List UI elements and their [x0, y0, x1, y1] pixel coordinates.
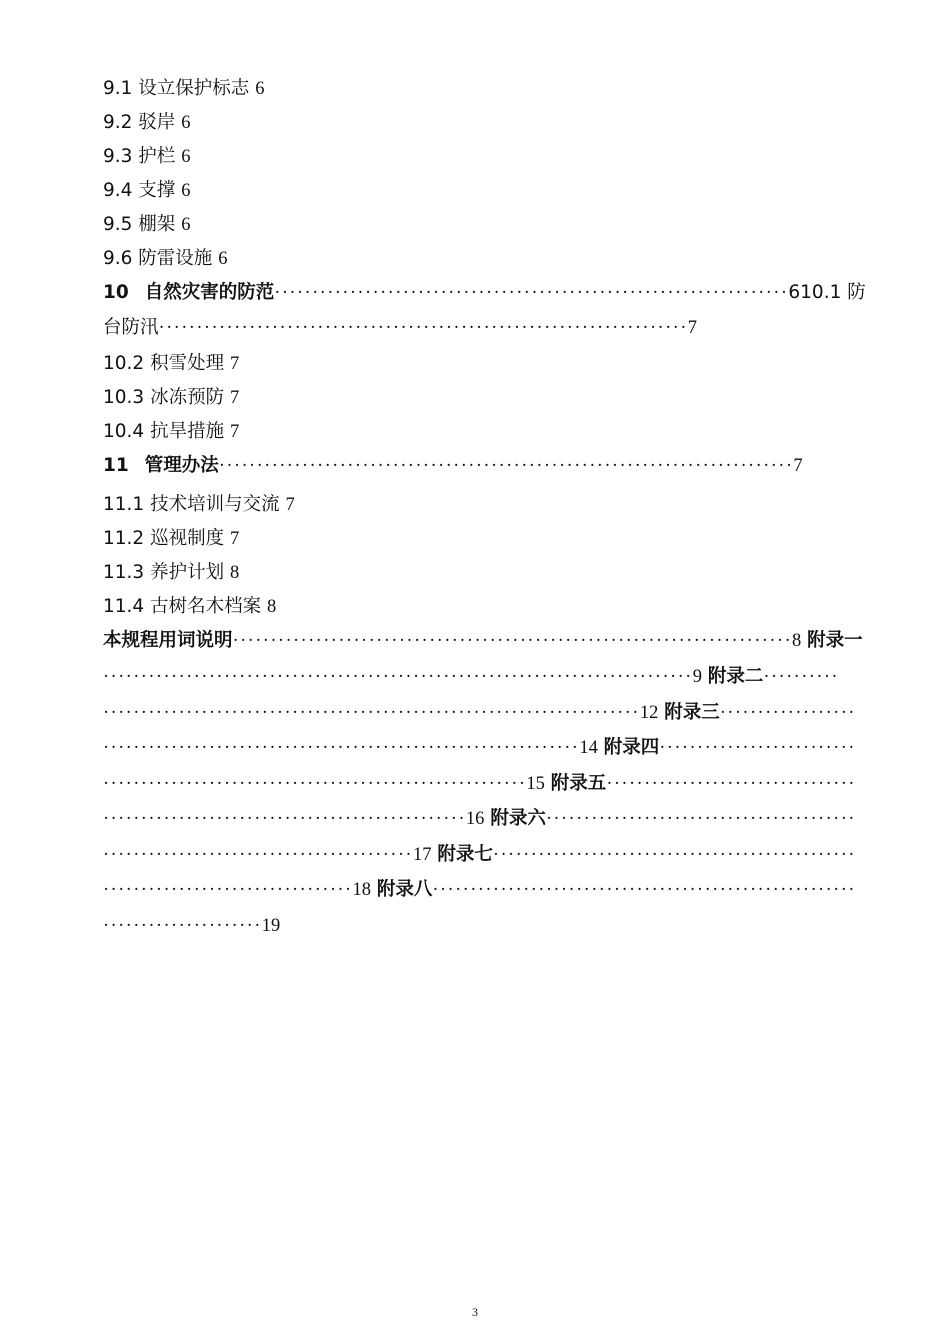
toc-page: 8 [792, 631, 802, 651]
toc-page: 7 [793, 456, 803, 476]
toc-label: 11.2 巡视制度 [103, 528, 225, 549]
toc-appendix-title: 附录三 [664, 702, 720, 723]
toc-page: 6 [181, 181, 191, 201]
toc-label: 11.4 古树名木档案 [103, 596, 262, 617]
toc-page: 6 [181, 215, 191, 235]
toc-label: 9.3 护栏 [103, 146, 176, 167]
toc-page: 7 [285, 495, 295, 515]
dot-leader: ······································································ [158, 318, 688, 338]
toc-label: 9.2 驳岸 [103, 112, 176, 133]
toc-page: 17 [413, 845, 432, 865]
dot-leader: ·········································································· [232, 631, 793, 651]
toc-page: 7 [687, 318, 698, 338]
toc-entry-10-4[interactable] [103, 417, 873, 447]
toc-appendix-title: 附录八 [376, 879, 433, 900]
toc-appendix-title: 附录一 [807, 630, 863, 651]
dot-leader: ································· [606, 774, 856, 794]
toc-entry-11-1[interactable] [103, 490, 873, 520]
toc-appendix-line-3[interactable] [103, 733, 873, 763]
toc-label: 10.3 冰冻预防 [103, 387, 225, 408]
toc-page: 14 [579, 738, 598, 758]
toc-entry-9-4[interactable] [103, 176, 873, 206]
toc-page: 610.1 防 [788, 282, 866, 303]
toc-page: 7 [229, 529, 240, 549]
dot-leader: ········································· [545, 809, 856, 829]
toc-entry-11-2[interactable] [103, 524, 873, 554]
toc-entry-10-3[interactable] [103, 383, 873, 413]
toc-heading-10[interactable] [103, 278, 873, 308]
toc-appendix-line-8[interactable] [103, 911, 873, 941]
dot-leader: ························································ [432, 880, 856, 900]
dot-leader: ····················· [103, 916, 262, 936]
toc-page: 6 [218, 249, 228, 269]
toc-heading-title: 管理办法 [144, 455, 219, 476]
toc-entry-9-5[interactable] [103, 210, 873, 240]
dot-leader: ················································ [492, 845, 856, 865]
toc-page: 16 [465, 809, 485, 829]
toc-page: 7 [229, 388, 240, 408]
toc-heading-terms[interactable] [103, 626, 873, 656]
toc-page: 7 [229, 422, 240, 442]
toc-appendix-title: 附录四 [603, 737, 660, 758]
toc-heading-title: 自然灾害的防范 [144, 282, 275, 303]
toc-heading-title: 本规程用词说明 [103, 630, 233, 651]
toc-entry-10-1-continued[interactable] [103, 313, 873, 343]
dot-leader: ································· [103, 880, 353, 900]
toc-page: 12 [639, 703, 659, 723]
toc-entry-9-6[interactable] [103, 244, 873, 274]
dot-leader: ·········· [763, 667, 839, 687]
toc-entry-9-3[interactable] [103, 142, 873, 172]
page-number: 3 [472, 1305, 478, 1319]
toc-appendix-line-6[interactable] [103, 840, 873, 870]
toc-page: 8 [229, 563, 240, 583]
toc-entry-11-4[interactable] [103, 592, 873, 622]
toc-label: 11.1 技术培训与交流 [103, 494, 280, 515]
toc-page: 6 [181, 147, 191, 167]
toc-entry-10-2[interactable] [103, 349, 873, 379]
toc-appendix-title: 附录六 [490, 808, 546, 829]
toc-appendix-line-1[interactable] [103, 662, 873, 692]
toc-page: 18 [352, 880, 372, 900]
toc-heading-11[interactable] [103, 451, 873, 481]
toc-page: 8 [266, 597, 277, 617]
toc-label: 台防汛 [103, 317, 159, 338]
dot-leader: ················································ [103, 809, 466, 829]
toc-label: 9.5 棚架 [103, 214, 176, 235]
toc-label: 11.3 养护计划 [103, 562, 225, 583]
toc-page: 6 [181, 113, 191, 133]
toc-entry-9-1[interactable] [103, 74, 873, 104]
toc-entry-11-3[interactable] [103, 558, 873, 588]
dot-leader: ·························· [659, 738, 856, 758]
toc-page: 7 [229, 354, 240, 374]
dot-leader: ·············································································· [103, 667, 693, 687]
toc-entry-9-2[interactable] [103, 108, 873, 138]
toc-label: 10.2 积雪处理 [103, 353, 225, 374]
toc-appendix-line-4[interactable] [103, 769, 873, 799]
toc-page: 9 [692, 667, 702, 687]
dot-leader: ········································· [103, 845, 413, 865]
toc-page: 6 [255, 79, 265, 99]
toc-appendix-line-7[interactable] [103, 875, 873, 905]
toc-number: 10 [103, 282, 129, 303]
dot-leader: ·················· [719, 703, 856, 723]
toc-page: 15 [526, 774, 545, 794]
toc-label: 9.4 支撑 [103, 180, 176, 201]
toc-page: 19 [261, 916, 281, 936]
toc-appendix-line-5[interactable] [103, 804, 873, 834]
toc-appendix-title: 附录五 [550, 773, 607, 794]
dot-leader: ···································································· [274, 283, 789, 303]
toc-label: 9.1 设立保护标志 [103, 78, 250, 99]
toc-appendix-line-2[interactable] [103, 698, 873, 728]
toc-appendix-title: 附录二 [707, 666, 764, 687]
dot-leader: ······························································· [103, 738, 580, 758]
dot-leader: ············································································ [218, 456, 794, 476]
toc-label: 10.4 抗旱措施 [103, 421, 225, 442]
dot-leader: ························································ [103, 774, 527, 794]
toc-appendix-title: 附录七 [437, 844, 493, 865]
dot-leader: ······································································· [103, 703, 640, 723]
toc-number: 11 [103, 455, 129, 476]
toc-label: 9.6 防雷设施 [103, 248, 213, 269]
